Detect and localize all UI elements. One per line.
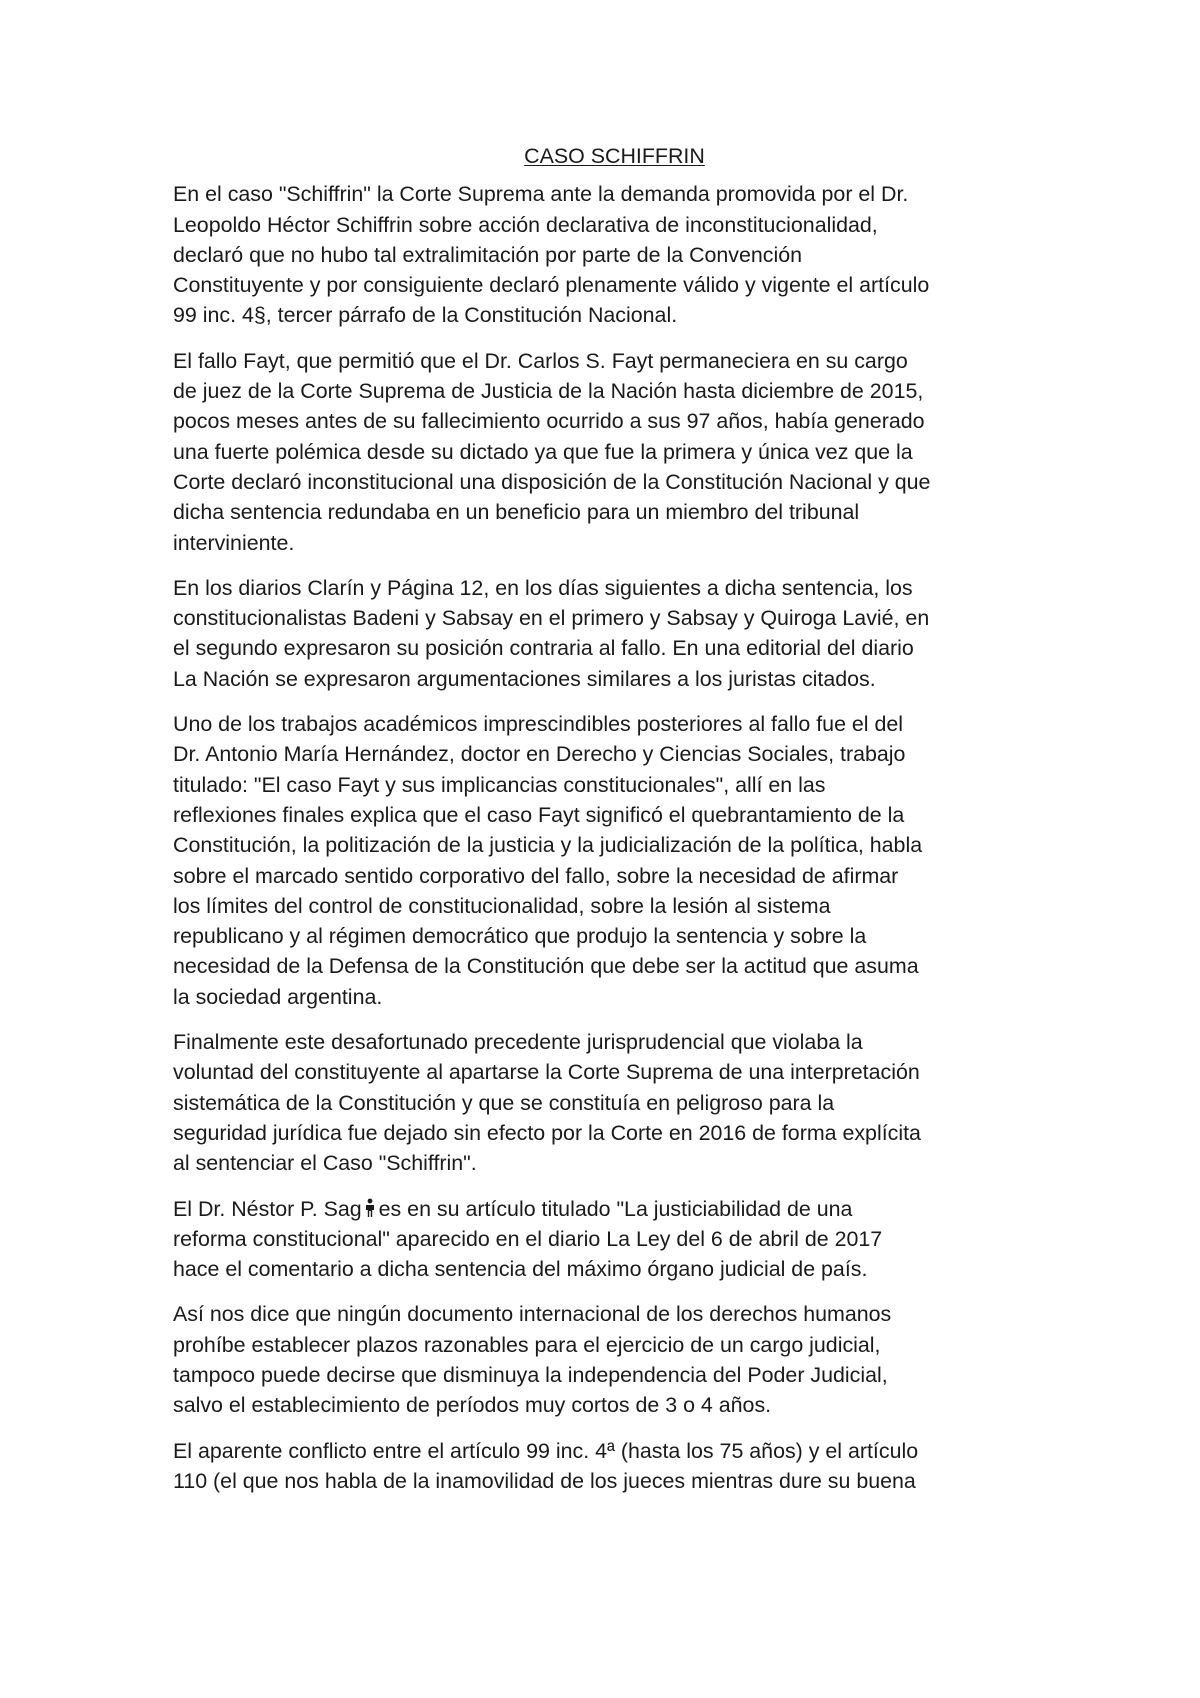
text-line: Uno de los trabajos académicos imprescindibles posteriores al fallo fue el del — [173, 712, 904, 737]
text-line: Constitución, la politización de la justicia y la judicialización de la política, habla — [173, 833, 923, 858]
paragraph-1 — [173, 179, 1048, 330]
text-line: Así nos dice que ningún documento internacional de los derechos humanos — [173, 1302, 892, 1327]
text-line: al sentenciar el Caso "Schiffrin". — [173, 1151, 477, 1176]
text-line: Finalmente este desafortunado precedente jurisprudencial que violaba la — [173, 1030, 863, 1055]
text-line: necesidad de la Defensa de la Constitución que debe ser la actitud que asuma — [173, 954, 919, 979]
document-title: CASO SCHIFFRIN — [524, 144, 705, 168]
text-line: En los diarios Clarín y Página 12, en los días siguientes a dicha sentencia, los — [173, 575, 913, 600]
text-line: Dr. Antonio María Hernández, doctor en Derecho y Ciencias Sociales, trabajo — [173, 742, 906, 767]
text-line: declaró que no hubo tal extralimitación por parte de la Convención — [173, 242, 803, 267]
paragraph-8 — [173, 1436, 1048, 1497]
text-line: interviniente. — [173, 530, 295, 555]
text-line: sobre el marcado sentido corporativo del fallo, sobre la necesidad de afirmar — [173, 863, 899, 888]
text-line: El fallo Fayt, que permitió que el Dr. Carlos S. Fayt permaneciera en su cargo — [173, 348, 908, 373]
text-segment: es en su artículo titulado "La justiciabilidad de una — [378, 1196, 853, 1221]
person-glyph-icon — [363, 1198, 377, 1218]
text-line: de juez de la Corte Suprema de Justicia de la Nación hasta diciembre de 2015, — [173, 379, 924, 404]
text-line: Leopoldo Héctor Schiffrin sobre acción declarativa de inconstitucionalidad, — [173, 212, 878, 237]
paragraph-2 — [173, 346, 1048, 558]
text-line: Corte declaró inconstitucional una disposición de la Constitución Nacional y que — [173, 469, 931, 494]
text-line: Constituyente y por consiguiente declaró plenamente válido y vigente el artículo — [173, 273, 930, 298]
text-line: tampoco puede decirse que disminuya la independencia del Poder Judicial, — [173, 1362, 888, 1387]
text-line: la sociedad argentina. — [173, 984, 383, 1009]
text-line: 110 (el que nos habla de la inamovilidad de los jueces mientras dure su buena — [173, 1468, 916, 1493]
text-line: constitucionalistas Badeni y Sabsay en el primero y Sabsay y Quiroga Lavié, en — [173, 606, 930, 631]
text-line: La Nación se expresaron argumentaciones similares a los juristas citados. — [173, 666, 876, 691]
paragraph-3 — [173, 573, 1048, 694]
text-line: En el caso "Schiffrin" la Corte Suprema ante la demanda promovida por el Dr. — [173, 182, 909, 207]
text-line: 99 inc. 4§, tercer párrafo de la Constitución Nacional. — [173, 303, 678, 328]
text-line: prohíbe establecer plazos razonables para el ejercicio de un cargo judicial, — [173, 1332, 881, 1357]
text-line: titulado: "El caso Fayt y sus implicancias constitucionales", allí en las — [173, 772, 826, 797]
text-line: reforma constitucional" aparecido en el diario La Ley del 6 de abril de 2017 — [173, 1226, 883, 1251]
text-line: seguridad jurídica fue dejado sin efecto por la Corte en 2016 de forma explícita — [173, 1120, 921, 1145]
text-line: El aparente conflicto entre el artículo 99 inc. 4ª (hasta los 75 años) y el artículo — [173, 1438, 919, 1463]
text-line: voluntad del constituyente al apartarse la Corte Suprema de una interpretación — [173, 1060, 920, 1085]
paragraph-7 — [173, 1299, 1048, 1420]
text-line-with-glyph — [173, 1194, 1048, 1224]
text-line: los límites del control de constitucionalidad, sobre la lesión al sistema — [173, 893, 831, 918]
text-segment: El Dr. Néstor P. Sag — [173, 1196, 362, 1221]
text-line: pocos meses antes de su fallecimiento ocurrido a sus 97 años, había generado — [173, 409, 925, 434]
paragraph-4 — [173, 709, 1048, 1012]
paragraph-6 — [173, 1194, 1048, 1285]
text-line: republicano y al régimen democrático que produjo la sentencia y sobre la — [173, 924, 867, 949]
text-line: reflexiones finales explica que el caso Fayt significó el quebrantamiento de la — [173, 802, 905, 827]
text-line: sistemática de la Constitución y que se constituía en peligroso para la — [173, 1090, 835, 1115]
text-line: el segundo expresaron su posición contraria al fallo. En una editorial del diario — [173, 636, 914, 661]
paragraph-5 — [173, 1027, 1048, 1178]
document-body — [173, 141, 1048, 1511]
text-line: hace el comentario a dicha sentencia del máximo órgano judicial de país. — [173, 1257, 868, 1282]
text-line: una fuerte polémica desde su dictado ya que fue la primera y única vez que la — [173, 439, 913, 464]
text-line: dicha sentencia redundaba en un beneficio para un miembro del tribunal — [173, 500, 860, 525]
text-line: salvo el establecimiento de períodos muy cortos de 3 o 4 años. — [173, 1393, 772, 1418]
